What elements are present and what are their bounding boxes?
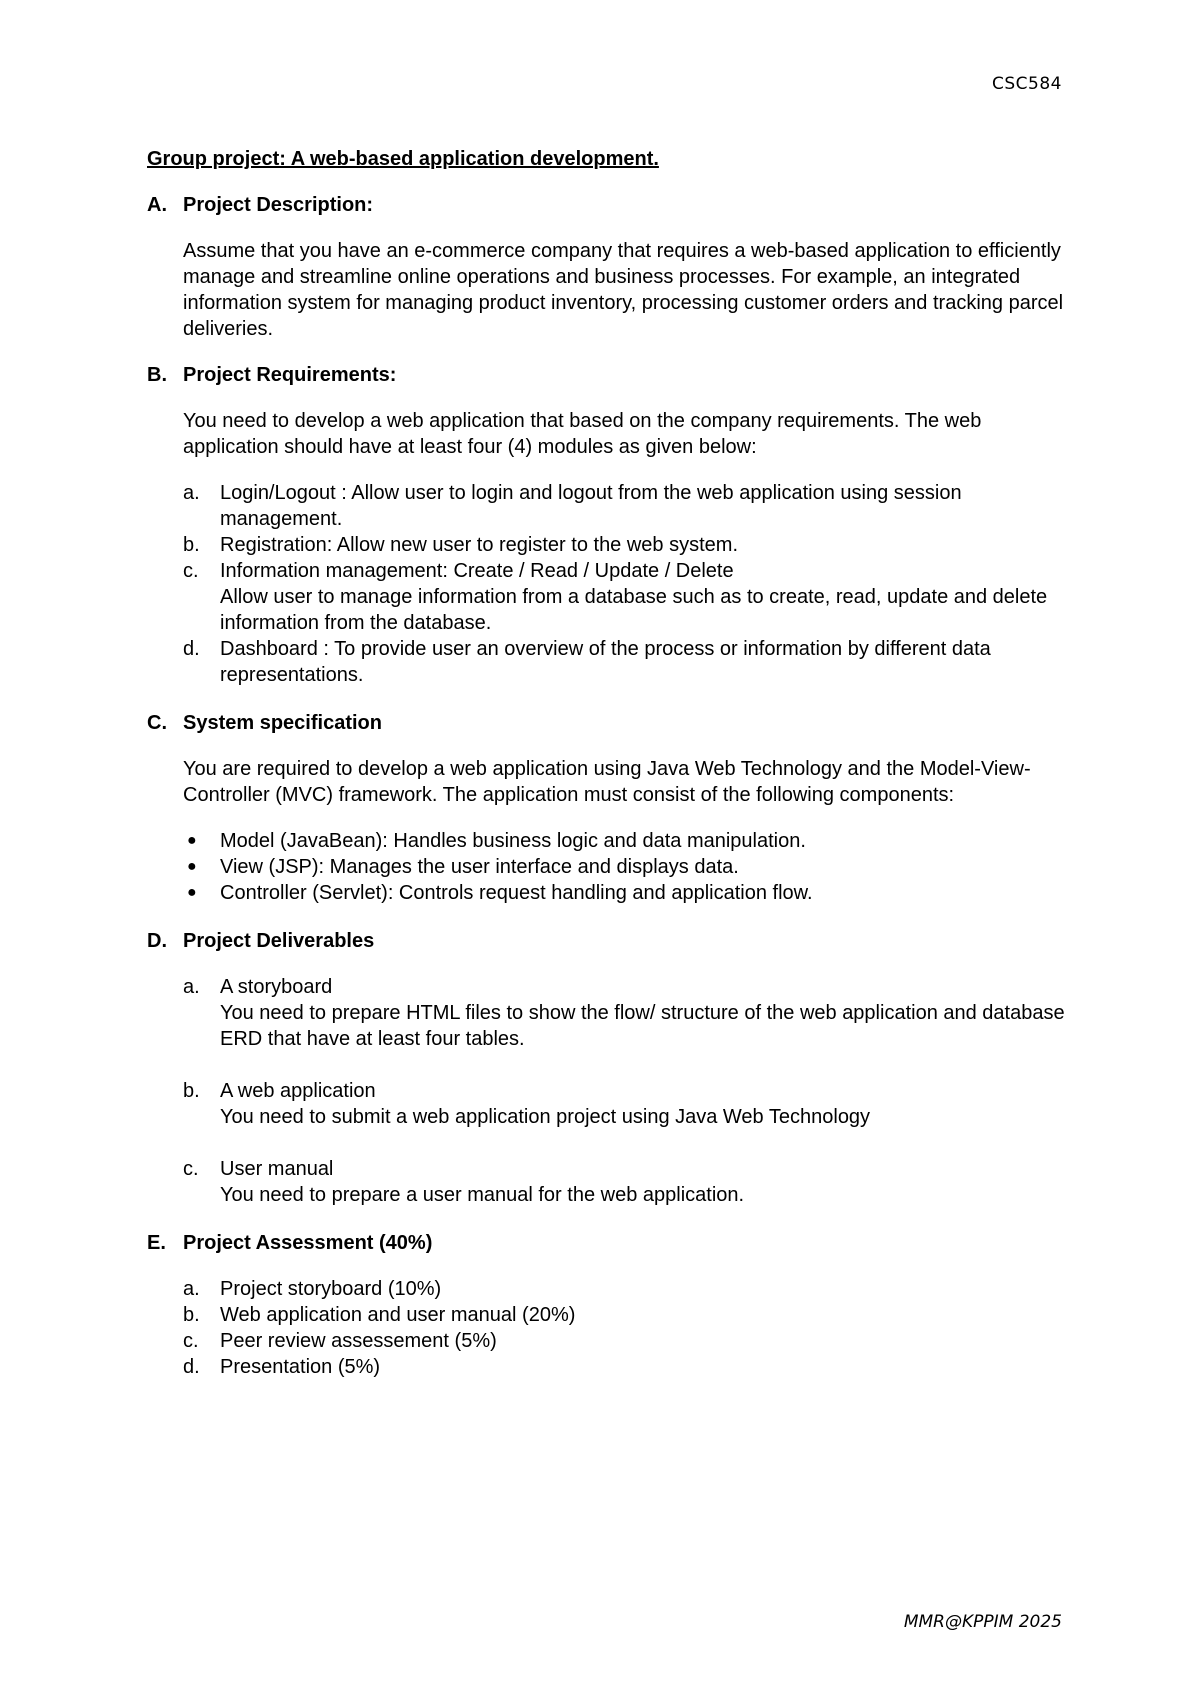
list-marker: b. <box>183 534 200 556</box>
section-heading <box>147 928 1067 954</box>
section-letter: A. <box>147 194 167 216</box>
components-list <box>183 828 1067 906</box>
section-letter: D. <box>147 930 167 952</box>
section-paragraph: Assume that you have an e-commerce company that requires a web-based application to efficiently manage and streamline online operations and business processes. For example, an integrated information system for managing product inventory, processing customer orders and tracking parcel deliveries. <box>183 240 1064 340</box>
list-item <box>183 1156 1067 1208</box>
section-project-deliverables <box>147 928 1067 1208</box>
list-item-detail: Allow user to manage information from a database such as to create, read, update and delete information from the database. <box>220 586 1048 634</box>
list-item <box>183 854 1067 880</box>
requirements-list <box>183 480 1067 688</box>
list-item-text: User manual <box>220 1158 334 1180</box>
list-item-text: Project storyboard (10%) <box>220 1278 442 1300</box>
list-marker: c. <box>183 560 199 582</box>
bullet-icon: ● <box>187 858 197 875</box>
list-item <box>183 558 1067 636</box>
section-project-requirements <box>147 362 1067 688</box>
list-item-text: Model (JavaBean): Handles business logic and data manipulation. <box>220 830 806 852</box>
list-marker: c. <box>183 1330 199 1352</box>
deliverables-list <box>183 974 1067 1208</box>
list-item-text: Dashboard : To provide user an overview of the process or information by different data representations. <box>220 638 991 686</box>
section-heading <box>147 362 1067 388</box>
footer-note: MMR@KPPIM 2025 <box>903 1612 1062 1632</box>
section-heading <box>147 1230 1067 1256</box>
section-title: Project Deliverables <box>183 930 375 952</box>
list-item <box>183 1302 1067 1328</box>
list-item-text: A web application <box>220 1080 376 1102</box>
section-project-assessment <box>147 1230 1067 1380</box>
list-item <box>183 974 1067 1052</box>
list-marker: b. <box>183 1304 200 1326</box>
section-title: Project Description: <box>183 194 374 216</box>
section-letter: B. <box>147 364 167 386</box>
list-item-text: Peer review assessement (5%) <box>220 1330 497 1352</box>
list-item-text: Presentation (5%) <box>220 1356 381 1378</box>
list-marker: a. <box>183 482 200 504</box>
list-item-detail: You need to prepare HTML files to show the flow/ structure of the web application and database ERD that have at least four tables. <box>220 1002 1065 1050</box>
section-heading <box>147 710 1067 736</box>
section-title: System specification <box>183 712 382 734</box>
list-item <box>183 880 1067 906</box>
list-marker: d. <box>183 1356 200 1378</box>
list-item-text: Information management: Create / Read / Update / Delete <box>220 560 734 582</box>
section-heading <box>147 192 1067 218</box>
document-body <box>147 146 1067 1402</box>
list-marker: b. <box>183 1080 200 1102</box>
section-title: Project Assessment (40%) <box>183 1232 433 1254</box>
section-title: Project Requirements: <box>183 364 397 386</box>
list-item-text: A storyboard <box>220 976 333 998</box>
section-project-description <box>147 192 1067 342</box>
list-item <box>183 1276 1067 1302</box>
list-item-text: Controller (Servlet): Controls request handling and application flow. <box>220 882 813 904</box>
list-item-detail: You need to prepare a user manual for the web application. <box>220 1184 745 1206</box>
bullet-icon: ● <box>187 832 197 849</box>
assessment-list <box>183 1276 1067 1380</box>
list-item <box>183 480 1067 532</box>
list-item-text: Web application and user manual (20%) <box>220 1304 576 1326</box>
section-paragraph: You need to develop a web application that based on the company requirements. The web application should have at least four (4) modules as given below: <box>183 410 982 458</box>
section-letter: C. <box>147 712 167 734</box>
list-item-text: Registration: Allow new user to register to the web system. <box>220 534 739 556</box>
list-marker: a. <box>183 976 200 998</box>
list-marker: c. <box>183 1158 199 1180</box>
course-code-header: CSC584 <box>992 74 1062 94</box>
document-title: Group project: A web-based application development. <box>147 148 659 170</box>
section-paragraph: You are required to develop a web application using Java Web Technology and the Model-View-Controller (MVC) framework. The application must consist of the following components: <box>183 758 1031 806</box>
list-item-detail: You need to submit a web application project using Java Web Technology <box>220 1106 871 1128</box>
bullet-icon: ● <box>187 884 197 901</box>
list-item <box>183 1328 1067 1354</box>
section-letter: E. <box>147 1232 166 1254</box>
list-item <box>183 1354 1067 1380</box>
list-item-text: Login/Logout : Allow user to login and logout from the web application using session management. <box>220 482 962 530</box>
list-item <box>183 828 1067 854</box>
list-item <box>183 532 1067 558</box>
list-item-text: View (JSP): Manages the user interface and displays data. <box>220 856 739 878</box>
list-marker: d. <box>183 638 200 660</box>
list-marker: a. <box>183 1278 200 1300</box>
section-system-specification <box>147 710 1067 906</box>
list-item <box>183 1078 1067 1130</box>
list-item <box>183 636 1067 688</box>
